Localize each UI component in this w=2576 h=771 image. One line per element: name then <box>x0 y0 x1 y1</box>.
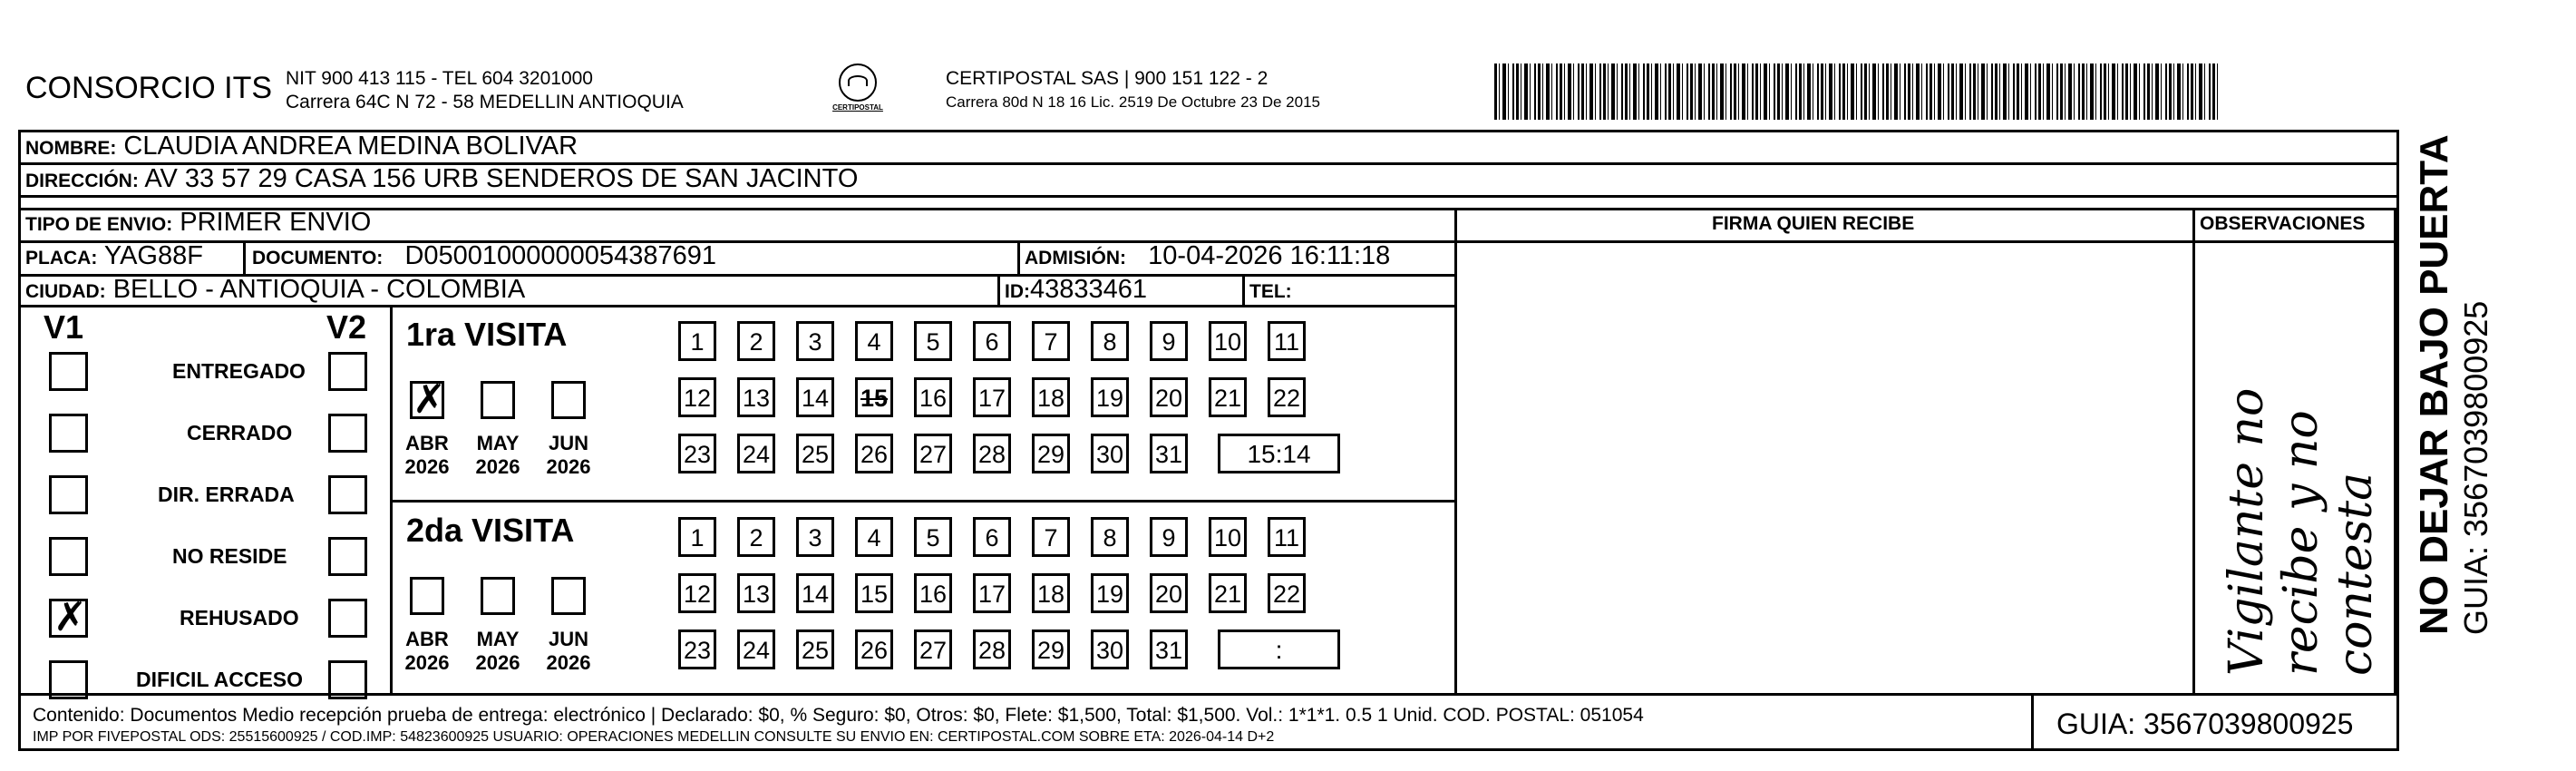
recipient-name-row <box>25 132 578 161</box>
carrier-info <box>946 67 1320 114</box>
month-name: MAY <box>476 628 520 650</box>
day-box[interactable]: 16 <box>914 377 952 417</box>
day-box[interactable]: 4 <box>855 517 893 557</box>
day-box[interactable]: 25 <box>796 434 834 473</box>
day-box[interactable]: 11 <box>1268 321 1306 361</box>
v2-checkbox[interactable] <box>328 660 367 699</box>
day-box[interactable]: 29 <box>1032 434 1070 473</box>
time-box[interactable]: : <box>1218 629 1340 669</box>
day-box[interactable]: 26 <box>855 629 893 669</box>
divider <box>243 240 246 274</box>
day-box[interactable]: 9 <box>1150 517 1188 557</box>
admission-row <box>1025 241 1390 271</box>
logo-text: CERTIPOSTAL <box>832 103 883 112</box>
shipment-type: PRIMER ENVIO <box>180 208 372 237</box>
month-year: 2026 <box>475 455 520 478</box>
divider <box>1017 240 1020 274</box>
month-year: 2026 <box>546 455 591 478</box>
admission-value: 10-04-2026 16:11:18 <box>1148 241 1391 270</box>
v1-header: V1 <box>44 308 84 346</box>
document-label: DOCUMENTO: <box>252 248 384 268</box>
day-box[interactable]: 23 <box>678 434 716 473</box>
day-box[interactable]: 23 <box>678 629 716 669</box>
month-label <box>466 628 530 675</box>
city-value: BELLO - ANTIOQUIA - COLOMBIA <box>112 275 526 304</box>
nit-line: NIT 900 413 115 - TEL 604 3201000 <box>286 68 593 89</box>
day-box[interactable]: 28 <box>973 629 1011 669</box>
license-line: Carrera 80d N 18 16 Lic. 2519 De Octubre 23 De 2015 <box>946 93 1320 111</box>
day-box[interactable]: 31 <box>1150 434 1188 473</box>
day-box[interactable]: 20 <box>1150 377 1188 417</box>
day-box[interactable]: 18 <box>1032 377 1070 417</box>
tracking-number: GUIA: 3567039800925 <box>2056 708 2354 740</box>
day-box[interactable]: 10 <box>1209 517 1247 557</box>
v1-checkbox[interactable] <box>49 352 88 391</box>
plate-value: YAG88F <box>103 241 203 270</box>
month-label <box>537 432 600 479</box>
month-name: MAY <box>476 432 520 454</box>
month-checkbox[interactable] <box>481 577 515 615</box>
day-box[interactable]: 15 <box>855 573 893 613</box>
divider <box>18 208 2399 210</box>
day-box[interactable]: 10 <box>1209 321 1247 361</box>
plate-label: PLACA: <box>25 248 98 268</box>
divider <box>2031 693 2034 751</box>
day-box[interactable]: 24 <box>737 434 775 473</box>
day-box[interactable]: 27 <box>914 629 952 669</box>
day-box[interactable]: 31 <box>1150 629 1188 669</box>
day-box[interactable]: 1 <box>678 321 716 361</box>
day-box[interactable]: 13 <box>737 573 775 613</box>
address-line: Carrera 64C N 72 - 58 MEDELLIN ANTIOQUIA <box>286 92 684 112</box>
day-box[interactable]: 12 <box>678 573 716 613</box>
day-box[interactable]: 13 <box>737 377 775 417</box>
check-mark-icon: ✗ <box>53 594 87 640</box>
city-label: CIUDAD: <box>25 281 106 302</box>
month-year: 2026 <box>404 455 450 478</box>
month-label <box>395 432 459 479</box>
month-checkbox[interactable] <box>551 577 586 615</box>
divider <box>390 500 1456 503</box>
month-year: 2026 <box>546 651 591 674</box>
content-details: Contenido: Documentos Medio recepción prueba de entrega: electrónico | Declarado: $0, % Seguro: $0, Otros: $0, Flete: $1,500, Total: $1,500. Vol.: 1*1*1. 0.5 1 Unid. COD. POSTAL: 051054 <box>33 705 1644 726</box>
month-label <box>395 628 459 675</box>
no-under-door-warning: NO DEJAR BAJO PUERTA <box>2412 134 2456 635</box>
document-row <box>252 241 716 271</box>
month-checkbox[interactable] <box>410 376 446 423</box>
address-label: DIRECCIÓN: <box>25 171 139 191</box>
divider <box>18 693 2399 696</box>
divider <box>2192 208 2195 693</box>
address-row <box>25 164 858 194</box>
day-box[interactable]: 16 <box>914 573 952 613</box>
handwritten-note: contesta <box>2328 472 2383 676</box>
v2-checkbox[interactable] <box>328 599 367 638</box>
month-checkbox[interactable] <box>551 381 586 419</box>
day-box[interactable]: 22 <box>1268 377 1306 417</box>
barcode <box>1494 63 2220 120</box>
v1-checkbox[interactable] <box>49 660 88 699</box>
v2-checkbox[interactable] <box>328 475 367 514</box>
day-box[interactable]: 3 <box>796 517 834 557</box>
month-name: JUN <box>548 628 588 650</box>
print-details: IMP POR FIVEPOSTAL ODS: 25515600925 / COD.IMP: 54823600925 USUARIO: OPERACIONES MEDELLIN CONSULTE SU ENVIO EN: CERTIPOSTAL.COM SOBRE ETA: 2026-04-14 D+2 <box>33 729 1275 745</box>
v1-checkbox[interactable] <box>49 475 88 514</box>
divider <box>997 274 1000 305</box>
month-checkbox[interactable] <box>481 381 515 419</box>
signature-header: FIRMA QUIEN RECIBE <box>1712 213 1915 234</box>
status-label: DIFICIL ACCESO <box>136 668 304 691</box>
day-box[interactable]: 4 <box>855 321 893 361</box>
day-box[interactable]: 28 <box>973 434 1011 473</box>
day-box[interactable]: 12 <box>678 377 716 417</box>
day-box[interactable]: 30 <box>1091 629 1129 669</box>
id-value: 43833461 <box>1030 275 1148 304</box>
day-box[interactable]: 8 <box>1091 517 1129 557</box>
tel-row <box>1249 275 1292 305</box>
month-name: ABR <box>405 628 449 650</box>
brand-name: CONSORCIO ITS <box>25 71 273 105</box>
shipment-type-row <box>25 208 371 238</box>
month-label <box>466 432 530 479</box>
day-box[interactable]: 9 <box>1150 321 1188 361</box>
month-name: ABR <box>405 432 449 454</box>
shipment-type-label: TIPO DE ENVIO: <box>25 214 173 235</box>
time-box[interactable]: 15:14 <box>1218 434 1340 473</box>
recipient-name-label: NOMBRE: <box>25 138 117 159</box>
day-box[interactable]: 30 <box>1091 434 1129 473</box>
day-box[interactable]: 19 <box>1091 377 1129 417</box>
day-box[interactable]: 5 <box>914 321 952 361</box>
divider <box>1454 208 1457 693</box>
handwritten-note: Vigilante no <box>2220 387 2274 676</box>
day-box[interactable]: 3 <box>796 321 834 361</box>
divider <box>18 195 2399 198</box>
day-box[interactable]: 21 <box>1209 573 1247 613</box>
address-value: AV 33 57 29 CASA 156 URB SENDEROS DE SAN JACINTO <box>144 164 859 193</box>
day-box[interactable]: 14 <box>796 377 834 417</box>
v2-header: V2 <box>326 308 367 346</box>
day-box[interactable]: 20 <box>1150 573 1188 613</box>
v1-checkbox[interactable] <box>49 537 88 576</box>
day-box[interactable]: 22 <box>1268 573 1306 613</box>
day-box[interactable]: 6 <box>973 321 1011 361</box>
observations-header: OBSERVACIONES <box>2200 213 2366 234</box>
day-box[interactable]: 27 <box>914 434 952 473</box>
month-name: JUN <box>548 432 588 454</box>
id-label: ID: <box>1005 281 1030 302</box>
v1-checkbox[interactable] <box>49 594 88 640</box>
day-box[interactable]: 19 <box>1091 573 1129 613</box>
day-box[interactable]: 24 <box>737 629 775 669</box>
carrier-line: CERTIPOSTAL SAS | 900 151 122 - 2 <box>946 68 1269 89</box>
day-box[interactable]: 14 <box>796 573 834 613</box>
logo-icon <box>839 63 877 102</box>
check-mark-icon: ✗ <box>413 376 446 423</box>
side-tracking-number: GUIA: 3567039800925 <box>2457 300 2494 635</box>
handwritten-note: recibe y no <box>2274 410 2328 676</box>
day-box[interactable]: 7 <box>1032 321 1070 361</box>
v2-checkbox[interactable] <box>328 414 367 453</box>
divider <box>18 305 1456 307</box>
status-label: REHUSADO <box>180 606 299 629</box>
document-value: D05001000000054387691 <box>404 241 716 270</box>
day-box[interactable]: 1 <box>678 517 716 557</box>
visit-title: 2da VISITA <box>406 512 575 549</box>
delivery-form <box>18 130 2399 751</box>
tel-label: TEL: <box>1249 281 1292 302</box>
day-box[interactable]: 6 <box>973 517 1011 557</box>
status-label: ENTREGADO <box>172 359 306 383</box>
visit-title: 1ra VISITA <box>406 316 568 353</box>
admission-label: ADMISIÓN: <box>1025 248 1126 268</box>
divider <box>2394 208 2396 693</box>
day-box[interactable]: 11 <box>1268 517 1306 557</box>
month-year: 2026 <box>404 651 450 674</box>
status-label: DIR. ERRADA <box>158 483 295 506</box>
day-box[interactable]: 15 <box>855 377 893 417</box>
day-box[interactable]: 17 <box>973 573 1011 613</box>
day-box[interactable]: 29 <box>1032 629 1070 669</box>
day-box[interactable]: 17 <box>973 377 1011 417</box>
certipostal-logo <box>831 63 885 116</box>
v1-checkbox[interactable] <box>49 414 88 453</box>
day-box[interactable]: 7 <box>1032 517 1070 557</box>
divider <box>390 305 393 693</box>
v2-checkbox[interactable] <box>328 352 367 391</box>
company-info <box>286 67 684 114</box>
month-label <box>537 628 600 675</box>
status-label: CERRADO <box>187 421 293 444</box>
id-row <box>1005 275 1147 305</box>
month-year: 2026 <box>475 651 520 674</box>
day-box[interactable]: 2 <box>737 517 775 557</box>
day-box[interactable]: 25 <box>796 629 834 669</box>
day-box[interactable]: 21 <box>1209 377 1247 417</box>
day-box[interactable]: 5 <box>914 517 952 557</box>
side-notice <box>2412 134 2495 635</box>
recipient-name: CLAUDIA ANDREA MEDINA BOLIVAR <box>123 132 578 161</box>
divider <box>1242 274 1245 305</box>
plate-row <box>25 241 203 271</box>
day-box[interactable]: 18 <box>1032 573 1070 613</box>
status-label: NO RESIDE <box>172 544 287 568</box>
day-box[interactable]: 8 <box>1091 321 1129 361</box>
city-row <box>25 275 525 305</box>
month-checkbox[interactable] <box>410 577 444 615</box>
day-box[interactable]: 26 <box>855 434 893 473</box>
day-box[interactable]: 2 <box>737 321 775 361</box>
v2-checkbox[interactable] <box>328 537 367 576</box>
